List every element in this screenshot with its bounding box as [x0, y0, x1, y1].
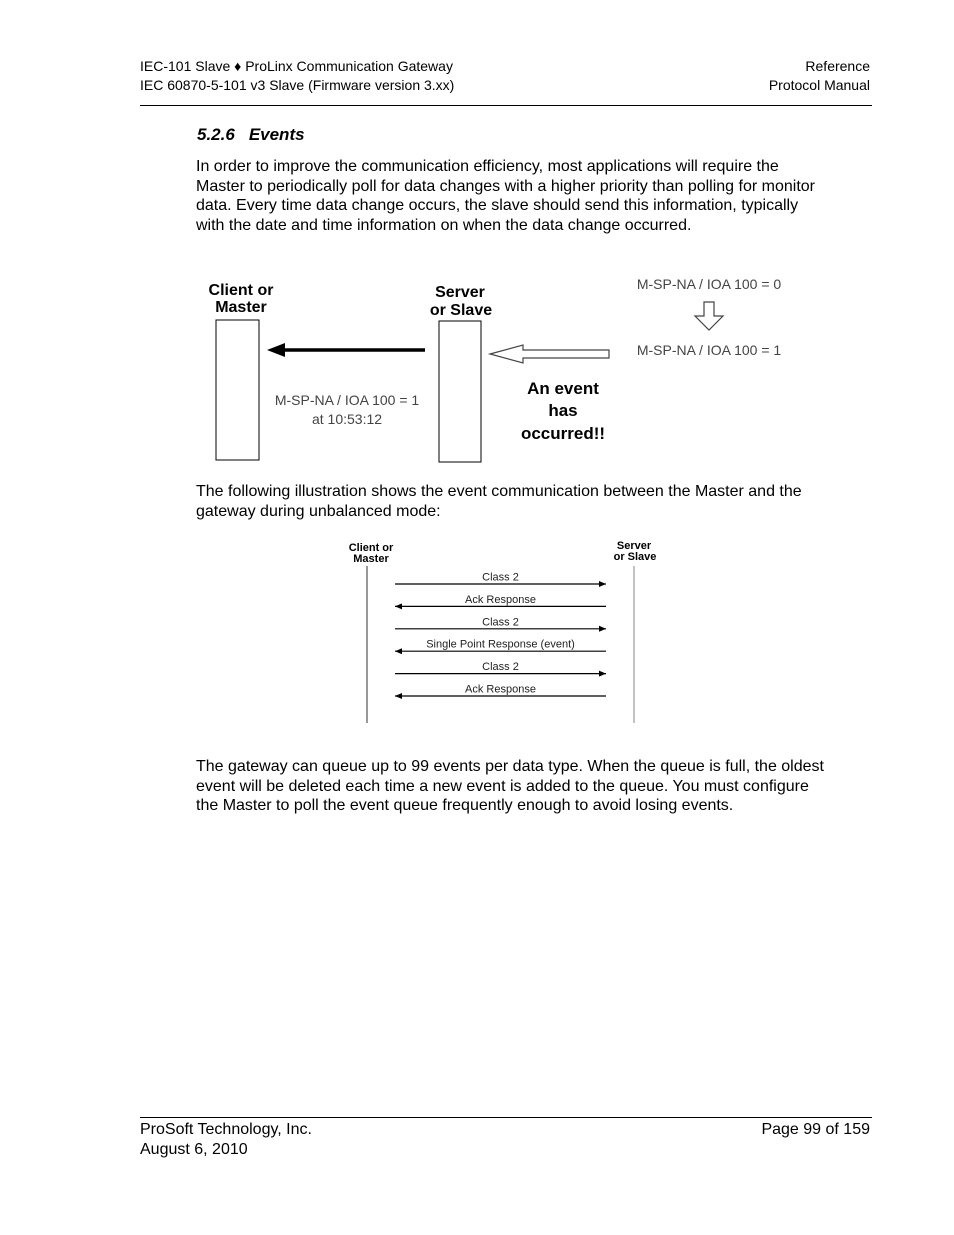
fig1-client-label-2: Master [215, 299, 267, 316]
illustration-paragraph: The following illustration shows the event communication between the Master and the gateway during unbalanced mode: [196, 483, 802, 520]
fig1-state-before: M-SP-NA / IOA 100 = 0 [636, 276, 782, 292]
fig1-event-label-2: has [548, 401, 578, 420]
sequence-message [395, 616, 606, 632]
sequence-message [395, 594, 606, 610]
sequence-message-label: Class 2 [482, 616, 519, 629]
section-title: Events [248, 125, 305, 144]
event-figure [195, 270, 815, 470]
footer-date: August 6, 2010 [140, 1140, 248, 1158]
fig1-message-label-1: M-SP-NA / IOA 100 = 1 [274, 392, 420, 408]
header-firmware-line: IEC 60870-5-101 v3 Slave (Firmware version 3.xx) [140, 77, 455, 93]
arrowhead-icon [599, 626, 606, 632]
arrowhead-icon [395, 693, 402, 699]
queue-paragraph: The gateway can queue up to 99 events per data type. When the queue is full, the oldest event will be deleted each time a new event is added to the queue. You must configure the Master to poll the event queue frequently enough to avoid losing events. [196, 758, 824, 815]
arrowhead-icon [599, 581, 606, 587]
fig1-event-label-3: occurred!! [520, 424, 606, 443]
sequence-message-label: Single Point Response (event) [426, 638, 575, 651]
sequence-message-label: Class 2 [482, 661, 519, 674]
sequence-message [395, 572, 606, 588]
header-reference: Reference [805, 58, 870, 74]
footer-rule [140, 1117, 872, 1118]
page-footer-right [761, 1120, 870, 1140]
fig1-client-box [216, 320, 259, 460]
fig2-server-label-1: Server [616, 540, 652, 552]
section-heading [197, 125, 305, 145]
arrowhead-icon [599, 671, 606, 677]
intro-paragraph: In order to improve the communication efficiency, most applications will require the Master to periodically poll for data changes with a higher priority than polling for monitor data. Every time data change occurs, the slave should send this information, typically with the date and time information on when the data change occurred. [196, 158, 815, 235]
fig1-server-label-2: or Slave [429, 302, 493, 319]
page-footer-left [140, 1120, 312, 1159]
sequence-message-label: Ack Response [465, 683, 536, 696]
sequence-message [395, 661, 606, 677]
fig1-client-label-1: Client or [208, 282, 274, 299]
fig1-event-label-1: An event [527, 379, 599, 398]
header-product-line: IEC-101 Slave ♦ ProLinx Communication Gateway [140, 58, 453, 74]
fig1-message-arrowhead [267, 343, 285, 357]
fig2-client-label-1: Client or [348, 542, 394, 554]
page-header-left [140, 57, 454, 95]
footer-company: ProSoft Technology, Inc. [140, 1121, 312, 1138]
fig1-server-label-1: Server [435, 284, 485, 301]
fig1-event-arrow [490, 345, 609, 363]
sequence-diagram [340, 536, 670, 726]
footer-page-number: Page 99 of 159 [761, 1121, 870, 1138]
header-manual: Protocol Manual [768, 77, 870, 93]
fig1-server-box [439, 321, 481, 462]
page-header-right [769, 57, 870, 95]
fig1-message-label-2: at 10:53:12 [311, 411, 383, 427]
arrowhead-icon [395, 603, 402, 609]
header-rule [140, 105, 872, 106]
fig2-messages [395, 572, 606, 700]
fig1-state-after: M-SP-NA / IOA 100 = 1 [636, 342, 782, 358]
sequence-message-label: Ack Response [465, 593, 536, 606]
sequence-message [395, 639, 606, 655]
section-number: 5.2.6 [197, 125, 235, 144]
fig2-server-label-2: or Slave [613, 551, 657, 563]
fig2-client-label-2: Master [353, 553, 389, 565]
arrowhead-icon [395, 648, 402, 654]
fig1-down-arrow-icon [695, 302, 723, 330]
sequence-message-label: Class 2 [482, 571, 519, 584]
sequence-message [395, 684, 606, 700]
